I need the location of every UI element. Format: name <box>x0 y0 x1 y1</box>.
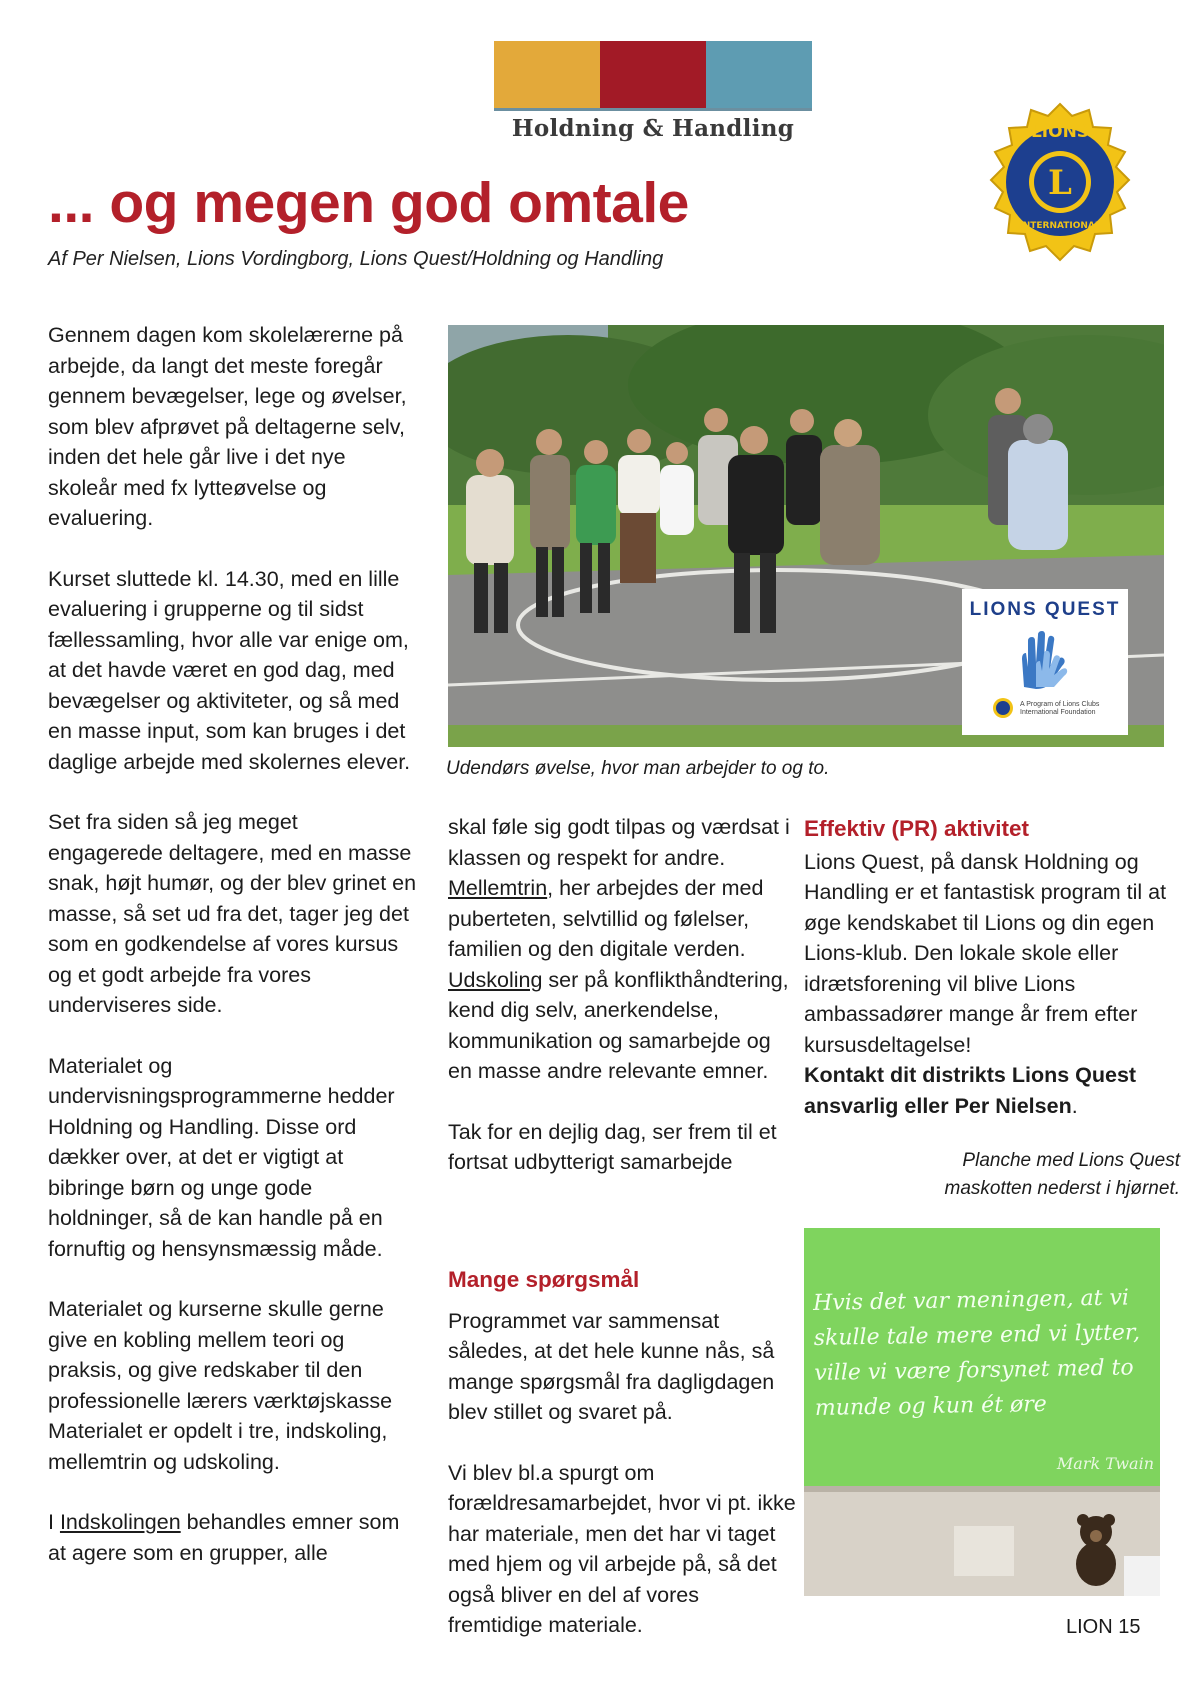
lions-quest-badge-subtitle: A Program of Lions Clubs International Foundation <box>1020 701 1100 716</box>
contact-callout: Kontakt dit distrikts Lions Quest ansvarlig eller Per Nielsen <box>804 1063 1137 1118</box>
col2-paragraph: Tak for en dejlig dag, ser frem til et fortsat udbytterigt samarbejde <box>448 1119 777 1174</box>
page-number: LION 15 <box>1066 1616 1141 1638</box>
logo-bar-red <box>600 41 706 108</box>
text-span: ser på konflikthåndtering, kend dig selv, anerkendelse, kommunikation og samarbejde og en masse andre relevante emner. <box>448 967 789 1083</box>
col2-paragraph: Vi blev bl.a spurgt om forældresamarbejdet, hvor vi pt. ikke har materiale, men det har vi taget med hjem og vil arbejde på, så det også bliver en del af vores fremtidige materiale. <box>448 1460 796 1637</box>
column-1 <box>48 320 418 1568</box>
outdoor-exercise-photo <box>448 325 1164 747</box>
col1-paragraph-last <box>48 1507 418 1568</box>
column-3 <box>804 816 1170 1121</box>
slide-caption: Planche med Lions Quest maskotten nederst i hjørnet. <box>944 1150 1180 1199</box>
text-span: . <box>1071 1093 1078 1118</box>
section-heading-questions: Mange spørgsmål <box>448 1267 640 1292</box>
holdning-handling-logo-text: Holdning & Handling <box>511 115 795 142</box>
lions-quest-badge <box>962 589 1128 735</box>
text-span: skal føle sig godt tilpas og værdsat i klassen og respekt for andre. <box>448 815 790 870</box>
col1-paragraph: Set fra siden så jeg meget engagerede deltagere, med en masse snak, højt humør, og der blev grinet en masse, så set ud fra det, tager jeg det som en godkendelse af vores kursus og et godt arbejde fra vores underviseres side. <box>48 810 417 1017</box>
indskolingen-term: Indskolingen <box>59 1510 181 1534</box>
column-2-lower <box>448 1265 796 1641</box>
logo-bar-blue <box>706 41 812 108</box>
col1-paragraph: Materialet og kurserne skulle gerne give en kobling mellem teori og praksis, og give redskaber til den professionelle lærers værktøjskasse Materialet er opdelt i tre, indskoling, mellemtrin og udskoling. <box>48 1297 393 1474</box>
lions-logo-letter: L <box>1048 163 1072 203</box>
lions-emblem-small-icon <box>992 697 1014 719</box>
col2-paragraph <box>448 812 796 1087</box>
lions-quest-badge-title: LIONS QUEST <box>969 599 1121 620</box>
udskoling-term: Udskoling <box>448 967 543 992</box>
slide-quote: Hvis det var meningen, at vi skulle tale mere end vi lytter, ville vi være forsynet med to munde og kun ét øre <box>812 1285 1141 1421</box>
mascot-desk-illustration <box>804 1486 1160 1596</box>
lions-international-logo <box>975 102 1145 272</box>
photo-caption: Udendørs øvelse, hvor man arbejder to og to. <box>446 758 830 779</box>
text-span: I <box>48 1510 60 1534</box>
col2-paragraph: Programmet var sammensat således, at det hele kunne nås, så mange spørgsmål fra dagligdagen blev stillet og svaret på. <box>448 1308 775 1424</box>
article-title: ... og megen god omtale <box>48 171 689 235</box>
lions-quest-slide-photo <box>804 1228 1160 1596</box>
column-2 <box>448 812 796 1178</box>
col1-paragraph: Gennem dagen kom skolelærerne på arbejde, da langt det meste foregår gennem bevægelser, lege og øvelser, som blev afprøvet på deltagerne selv, inden det hele går live i det nye skoleår med fx lytteøvelse og evaluering. <box>48 323 407 530</box>
hands-icon <box>1014 629 1074 691</box>
lions-logo-bottom-text: INTERNATIONAL <box>1019 221 1101 231</box>
holdning-handling-logo-bars <box>494 41 812 108</box>
slide-quote-author: Mark Twain <box>1056 1454 1154 1473</box>
section-heading-pr-activity: Effektiv (PR) aktivitet <box>804 816 1030 841</box>
logo-bar-yellow <box>494 41 600 108</box>
col1-paragraph: Kurset sluttede kl. 14.30, med en lille evaluering i grupperne og til sidst fællessamling, hvor alle var enige om, at det havde været en god dag, med bevægelser og aktiviteter, og så med en masse input, som kan bruges i det daglige arbejde med skolernes elever. <box>48 566 411 774</box>
text-span: behandles emner som at agere som en grupper, alle <box>48 1510 400 1565</box>
mellemtrin-term: Mellemtrin <box>448 876 548 900</box>
col3-paragraph: Lions Quest, på dansk Holdning og Handling er et fantastisk program til at øge kendskabet til Lions og din egen Lions-klub. Den lokale skole eller idrætsforening vil blive Lions ambassadører mange år frem efter kursusdeltagelse! <box>804 849 1167 1057</box>
teddy-bear-mascot-icon <box>1076 1514 1116 1586</box>
col3-contact-paragraph <box>804 1060 1170 1121</box>
text-span: , her arbejdes der med puberteten, selvtillid og følelser, familien og den digitale verden. <box>448 876 764 961</box>
article-byline: Af Per Nielsen, Lions Vordingborg, Lions Quest/Holdning og Handling <box>48 248 664 270</box>
logo-divider <box>494 108 812 111</box>
col1-paragraph: Materialet og undervisningsprogrammerne hedder Holdning og Handling. Disse ord dækker over, at det er vigtigt at bibringe børn og unge gode holdninger, så de kan handle på en fornuftig og hensynsmæssig måde. <box>48 1053 395 1261</box>
lions-logo-top-text: LIONS <box>1030 122 1090 142</box>
